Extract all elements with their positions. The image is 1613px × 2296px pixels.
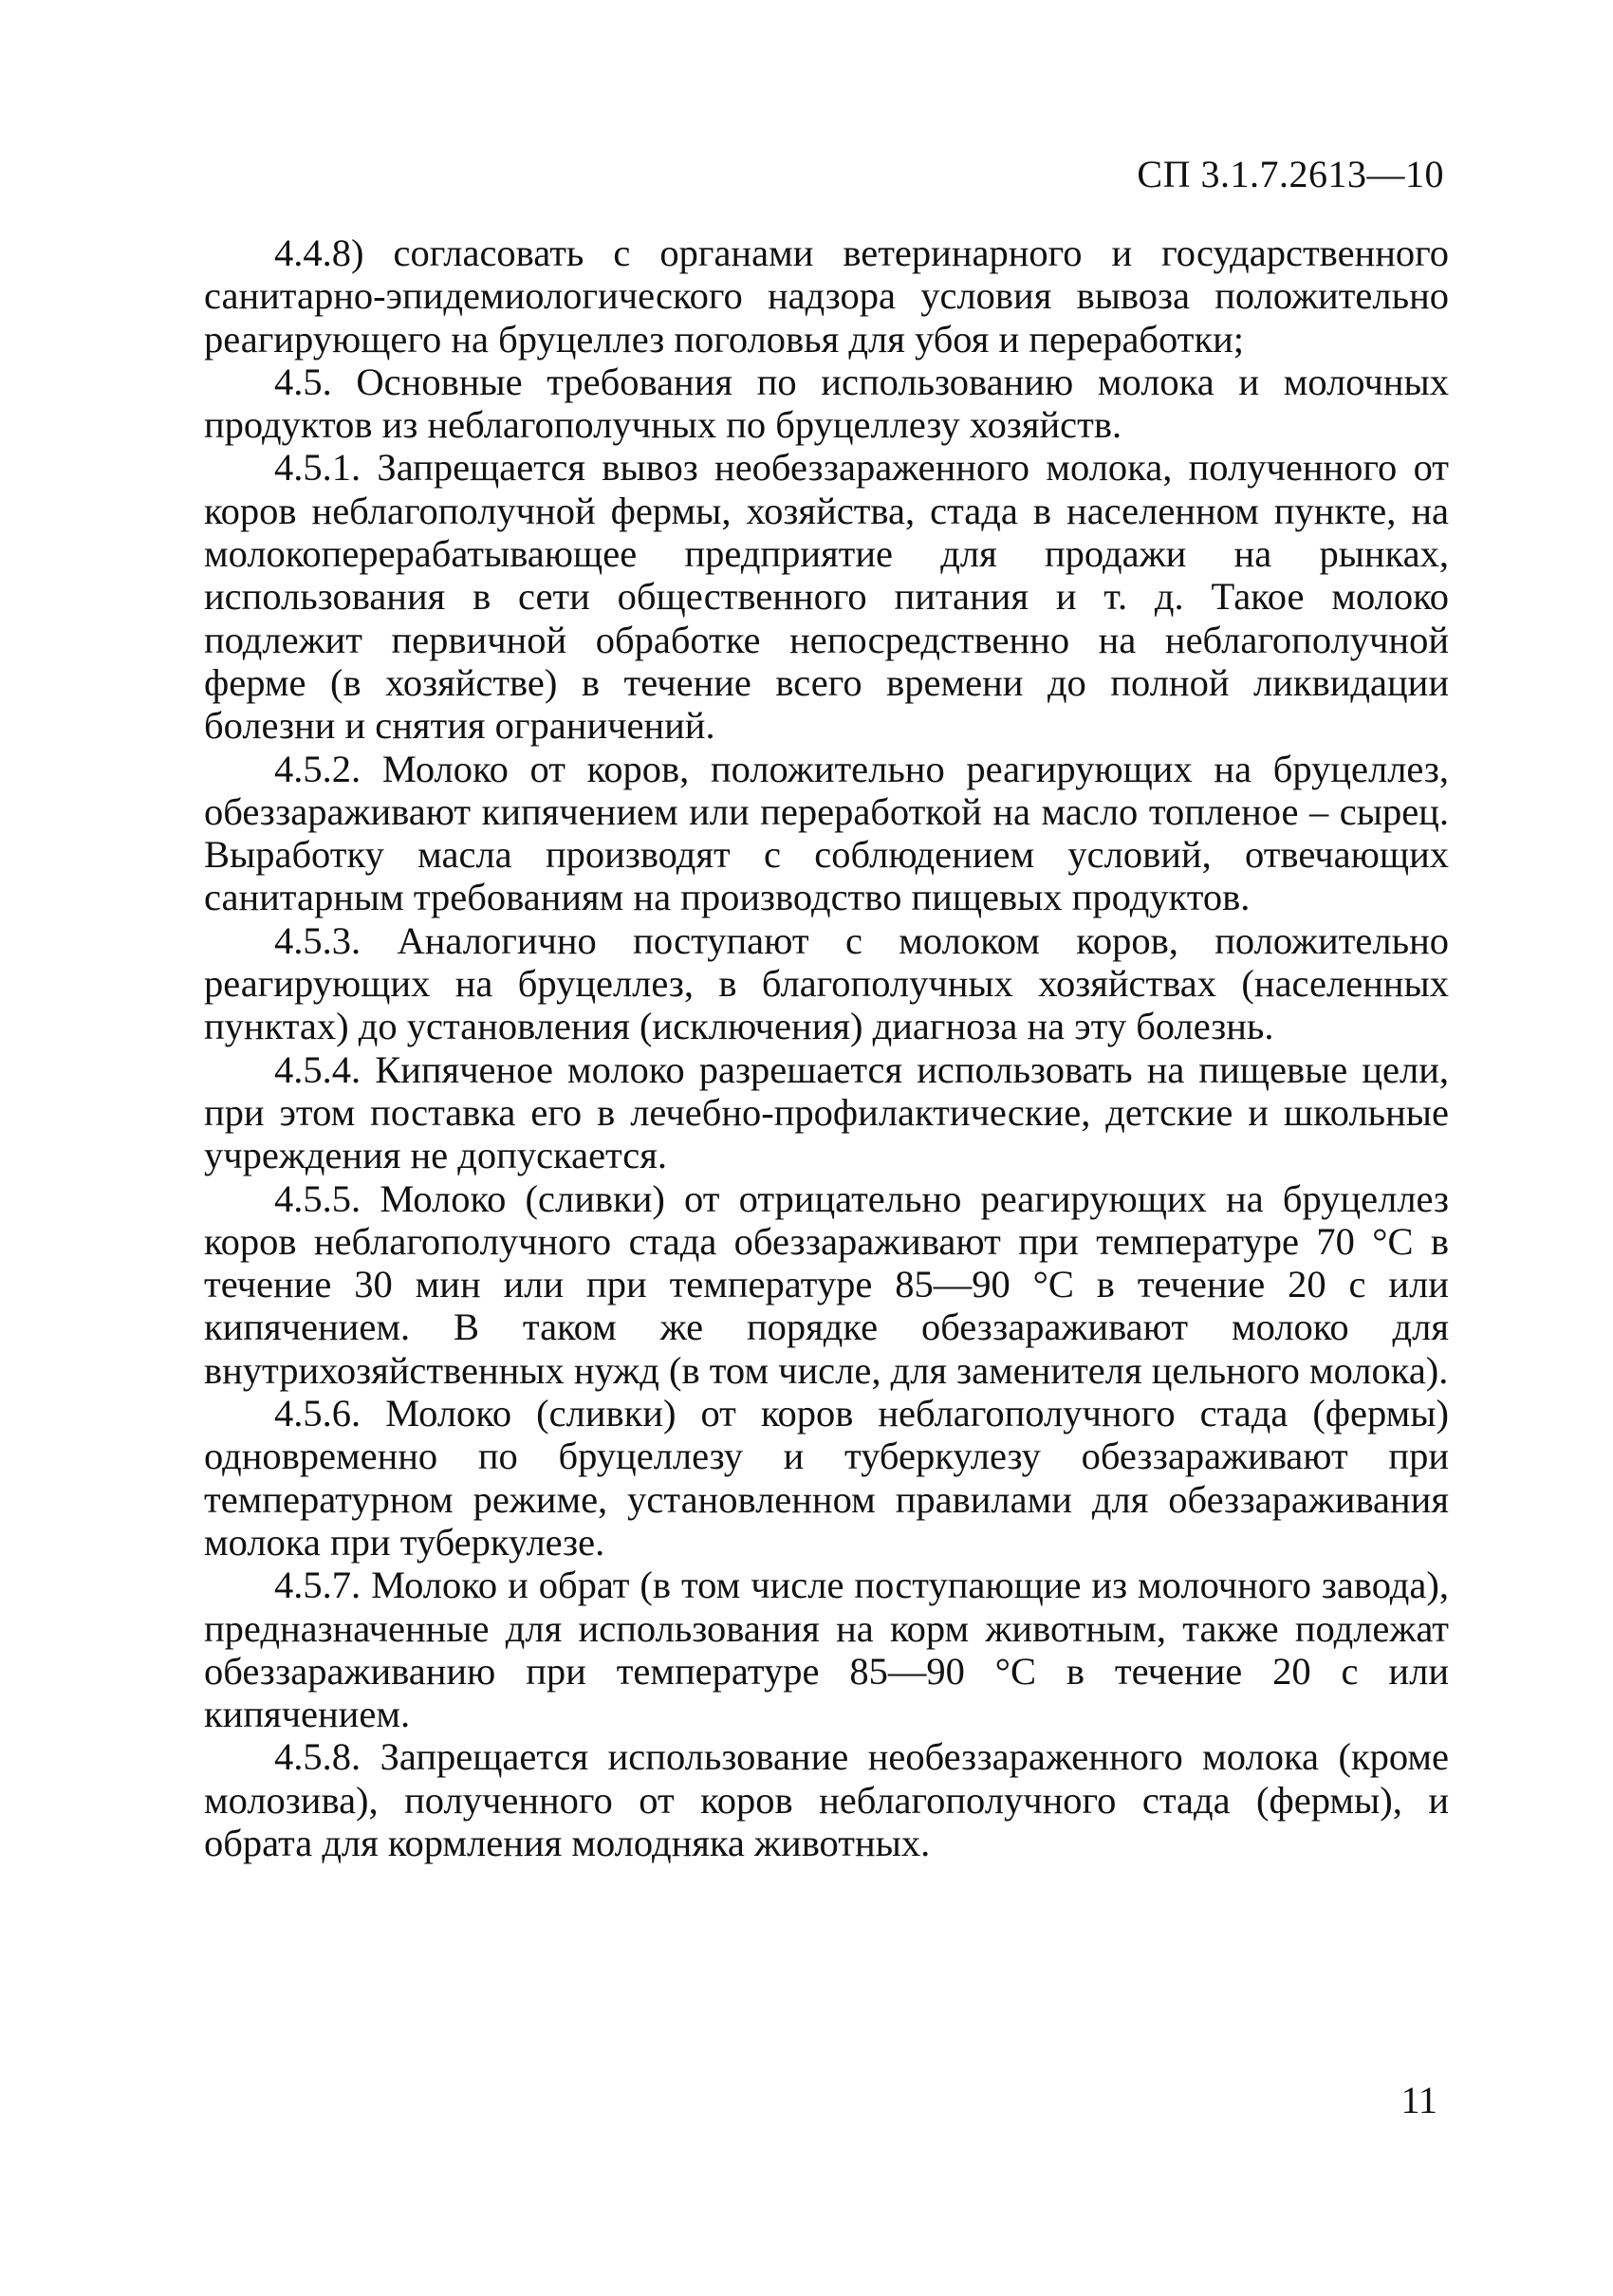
paragraph-4-5-7: 4.5.7. Молоко и обрат (в том числе поступающие из молочного завода), предназначенные для использования на корм животным, также подлежат обеззараживанию при температуре 85—90 °С в течение 20 с или кипячением. — [204, 1564, 1449, 1736]
paragraph-4-4-8: 4.4.8) согласовать с органами ветеринарного и государственного санитарно-эпидемиологического надзора условия вывоза положительно реагирующего на бруцеллез поголовья для убоя и переработки; — [204, 231, 1449, 361]
paragraph-4-5-4: 4.5.4. Кипяченое молоко разрешается использовать на пищевые цели, при этом поставка его в лечебно-профилактические, детские и школьные учреждения не допускается. — [204, 1047, 1449, 1177]
document-code: СП 3.1.7.2613—10 — [1137, 153, 1444, 195]
document-body — [204, 231, 1449, 1864]
paragraph-4-5-2: 4.5.2. Молоко от коров, положительно реагирующих на бруцеллез, обеззараживают кипячением или переработкой на масло топленое – сырец. Выработку масла производят с соблюдением условий, отвечающих санитарным требованиям на производство пищевых продуктов. — [204, 747, 1449, 919]
paragraph-4-5-6: 4.5.6. Молоко (сливки) от коров неблагополучного стада (фермы) одновременно по бруцеллезу и туберкулезу обеззараживают при температурном режиме, установленном правилами для обеззараживания молока при туберкулезе. — [204, 1392, 1449, 1564]
paragraph-4-5-5: 4.5.5. Молоко (сливки) от отрицательно реагирующих на бруцеллез коров неблагополучного стада обеззараживают при температуре 70 °С в течение 30 мин или при температуре 85—90 °С в течение 20 с или кипячением. В таком же порядке обеззараживают молоко для внутрихозяйственных нужд (в том числе, для заменителя цельного молока). — [204, 1176, 1449, 1392]
paragraph-4-5-1: 4.5.1. Запрещается вывоз необеззараженного молока, полученного от коров неблагополучной фермы, хозяйства, стада в населенном пункте, на молокоперерабатывающее предприятие для продажи на рынках, использования в сети общественного питания и т. д. Такое молоко подлежит первичной обработке непосредственно на неблагополучной ферме (в хозяйстве) в течение всего времени до полной ликвидации болезни и снятия ограничений. — [204, 446, 1449, 748]
paragraph-4-5-8: 4.5.8. Запрещается использование необеззараженного молока (кроме молозива), полученного от коров неблагополучного стада (фермы), и обрата для кормления молодняка животных. — [204, 1735, 1449, 1864]
paragraph-4-5: 4.5. Основные требования по использованию молока и молочных продуктов из неблагополучных по бруцеллезу хозяйств. — [204, 360, 1449, 447]
paragraph-4-5-3: 4.5.3. Аналогично поступают с молоком коров, положительно реагирующих на бруцеллез, в благополучных хозяйствах (населенных пунктах) до установления (исключения) диагноза на эту болезнь. — [204, 918, 1449, 1048]
page-number: 11 — [1400, 2079, 1437, 2121]
